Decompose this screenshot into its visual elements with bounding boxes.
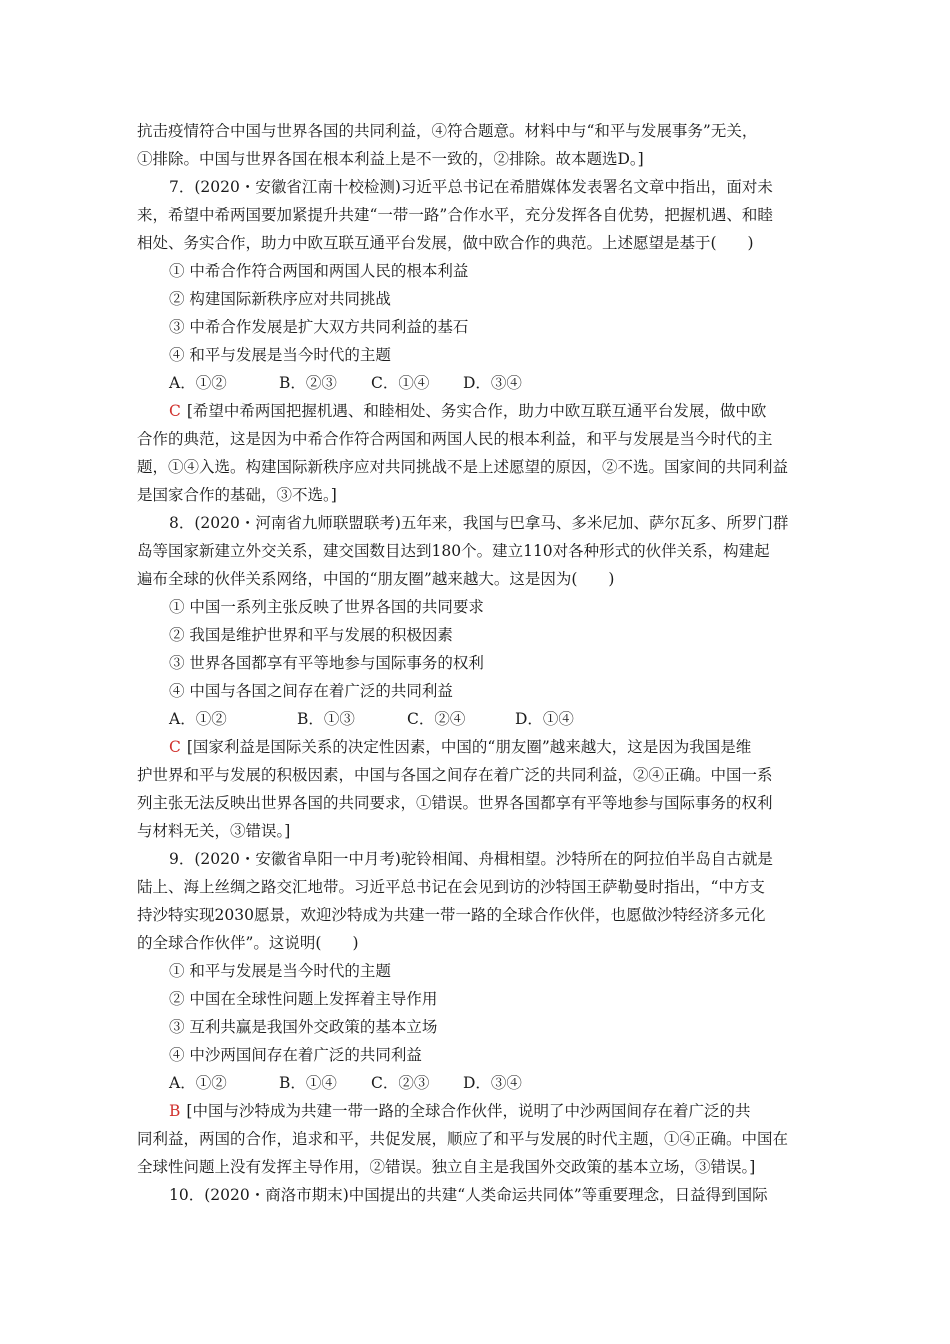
q7-option-d: D．③④ (463, 374, 522, 392)
q9-stem-line: 的全球合作伙伴”。这说明( ) (137, 934, 359, 952)
q8-item: ③ 世界各国都享有平等地参与国际事务的权利 (169, 654, 484, 672)
q9-option-b: B．①④ (279, 1074, 337, 1092)
q9-item: ③ 互利共赢是我国外交政策的基本立场 (169, 1018, 438, 1036)
q8-stem-line: 8．(2020・河南省九师联盟联考)五年来，我国与巴拿马、多米尼加、萨尔瓦多、所罗门群 (169, 514, 789, 532)
q8-stem-line: 岛等国家新建立外交关系，建交国数目达到180个。建立110对各种形式的伙伴关系，构建起 (137, 542, 770, 560)
q7-options (137, 369, 815, 397)
q7-stem-line: 相处、务实合作，助力中欧互联互通平台发展，做中欧合作的典范。上述愿望是基于( ) (137, 234, 754, 252)
q9-stem-line: 陆上、海上丝绸之路交汇地带。习近平总书记在会见到访的沙特国王萨勒曼时指出，“中方支 (137, 878, 765, 896)
q10-stem-line: 10．(2020・商洛市期末)中国提出的共建“人类命运共同体”等重要理念，日益得到国际 (169, 1186, 768, 1204)
q7-option-c: C．①④ (371, 374, 430, 392)
q7-item: ③ 中希合作发展是扩大双方共同利益的基石 (169, 318, 469, 336)
q9-explanation-line: 同利益，两国的合作，追求和平，共促发展，顺应了和平与发展的时代主题，①④正确。中国在 (137, 1130, 789, 1148)
q7-answer: C (169, 402, 181, 420)
q6-explanation-line: 抗击疫情符合中国与世界各国的共同利益，④符合题意。材料中与“和平与发展事务”无关， (137, 122, 758, 140)
q7-explanation-line (137, 397, 815, 425)
q7-item: ① 中希合作符合两国和两国人民的根本利益 (169, 262, 469, 280)
q7-option-b: B．②③ (279, 374, 337, 392)
q9-explanation-line: 全球性问题上没有发挥主导作用，②错误。独立自主是我国外交政策的基本立场，③错误。] (137, 1158, 756, 1176)
q6-explanation-line: ①排除。中国与世界各国在根本利益上是不一致的，②排除。故本题选D。] (137, 150, 644, 168)
q9-answer: B (169, 1102, 181, 1120)
q8-option-a: A．①② (169, 710, 227, 728)
q8-item: ④ 中国与各国之间存在着广泛的共同利益 (169, 682, 453, 700)
q9-item: ④ 中沙两国间存在着广泛的共同利益 (169, 1046, 422, 1064)
q8-explanation-line (137, 733, 815, 761)
q8-explanation-line: 与材料无关，③错误。] (137, 822, 291, 840)
q7-item: ② 构建国际新秩序应对共同挑战 (169, 290, 391, 308)
q8-item: ① 中国一系列主张反映了世界各国的共同要求 (169, 598, 484, 616)
document-content (137, 117, 815, 1209)
q8-option-c: C．②④ (407, 710, 466, 728)
q7-explanation-line: 是国家合作的基础，③不选。] (137, 486, 337, 504)
q7-stem-line: 7．(2020・安徽省江南十校检测)习近平总书记在希腊媒体发表署名文章中指出，面对未 (169, 178, 773, 196)
q9-stem-line: 9．(2020・安徽省阜阳一中月考)驼铃相闻、舟楫相望。沙特所在的阿拉伯半岛自古就是 (169, 850, 773, 868)
q7-stem-line: 来，希望中希两国要加紧提升共建“一带一路”合作水平，充分发挥各自优势，把握机遇、和睦 (137, 206, 773, 224)
q9-explanation-text: [中国与沙特成为共建一带一路的全球合作伙伴，说明了中沙两国间存在着广泛的共 (186, 1102, 751, 1120)
q8-explanation-line: 护世界和平与发展的积极因素，中国与各国之间存在着广泛的共同利益，②④正确。中国一系 (137, 766, 773, 784)
q9-item: ① 和平与发展是当今时代的主题 (169, 962, 391, 980)
q7-explanation-line: 题，①④入选。构建国际新秩序应对共同挑战不是上述愿望的原因，②不选。国家间的共同利益 (137, 458, 789, 476)
q9-options (137, 1069, 815, 1097)
q8-option-d: D．①④ (515, 710, 574, 728)
q8-explanation-line: 列主张无法反映出世界各国的共同要求，①错误。世界各国都享有平等地参与国际事务的权利 (137, 794, 773, 812)
q8-answer: C (169, 738, 181, 756)
q7-explanation-line: 合作的典范，这是因为中希合作符合两国和两国人民的根本利益，和平与发展是当今时代的主 (137, 430, 773, 448)
q7-option-a: A．①② (169, 374, 227, 392)
q9-option-a: A．①② (169, 1074, 227, 1092)
q9-explanation-line (137, 1097, 815, 1125)
q8-item: ② 我国是维护世界和平与发展的积极因素 (169, 626, 453, 644)
q9-option-d: D．③④ (463, 1074, 522, 1092)
q8-explanation-text: [国家利益是国际关系的决定性因素，中国的“朋友圈”越来越大，这是因为我国是维 (186, 738, 752, 756)
q8-option-b: B．①③ (297, 710, 355, 728)
q9-option-c: C．②③ (371, 1074, 430, 1092)
q7-item: ④ 和平与发展是当今时代的主题 (169, 346, 391, 364)
q7-explanation-text: [希望中希两国把握机遇、和睦相处、务实合作，助力中欧互联互通平台发展，做中欧 (186, 402, 767, 420)
q8-options (137, 705, 815, 733)
q9-stem-line: 持沙特实现2030愿景，欢迎沙特成为共建一带一路的全球合作伙伴，也愿做沙特经济多元化 (137, 906, 766, 924)
q8-stem-line: 遍布全球的伙伴关系网络，中国的“朋友圈”越来越大。这是因为( ) (137, 570, 615, 588)
q9-item: ② 中国在全球性问题上发挥着主导作用 (169, 990, 438, 1008)
